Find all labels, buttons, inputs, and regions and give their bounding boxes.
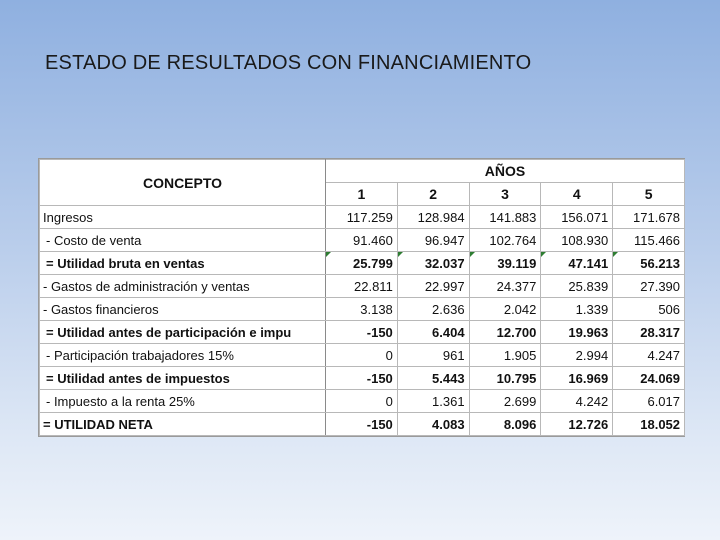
concept-header: CONCEPTO	[40, 160, 326, 206]
year-header-5: 5	[613, 183, 685, 206]
cell-value: 4.242	[541, 390, 613, 413]
row-label: = Utilidad antes de impuestos	[40, 367, 326, 390]
cell-value: 2.994	[541, 344, 613, 367]
cell-value: 39.119	[469, 252, 541, 275]
cell-value: -150	[326, 321, 398, 344]
cell-value: 4.247	[613, 344, 685, 367]
slide-title: ESTADO DE RESULTADOS CON FINANCIAMIENTO	[45, 52, 532, 74]
cell-value: 19.963	[541, 321, 613, 344]
row-label: = Utilidad antes de participación e impu	[40, 321, 326, 344]
year-header-1: 1	[326, 183, 398, 206]
cell-value: 108.930	[541, 229, 613, 252]
cell-value: 27.390	[613, 275, 685, 298]
cell-value: 10.795	[469, 367, 541, 390]
cell-value: 12.726	[541, 413, 613, 436]
row-label: - Gastos de administración y ventas	[40, 275, 326, 298]
cell-value: 3.138	[326, 298, 398, 321]
cell-value: 25.839	[541, 275, 613, 298]
row-gastos-admin	[40, 275, 685, 298]
cell-value: 16.969	[541, 367, 613, 390]
cell-value: 91.460	[326, 229, 398, 252]
income-table	[39, 159, 685, 436]
cell-value: 115.466	[613, 229, 685, 252]
row-costo-venta	[40, 229, 685, 252]
cell-value: 8.096	[469, 413, 541, 436]
year-header-4: 4	[541, 183, 613, 206]
cell-value: 2.042	[469, 298, 541, 321]
year-header-2: 2	[397, 183, 469, 206]
cell-value: 506	[613, 298, 685, 321]
row-label: - Participación trabajadores 15%	[40, 344, 326, 367]
row-utilidad-antes-participacion	[40, 321, 685, 344]
cell-value: -150	[326, 367, 398, 390]
cell-value: 24.069	[613, 367, 685, 390]
cell-value: 2.636	[397, 298, 469, 321]
cell-value: 0	[326, 390, 398, 413]
cell-value: 4.083	[397, 413, 469, 436]
cell-value: 117.259	[326, 206, 398, 229]
cell-value: 171.678	[613, 206, 685, 229]
cell-value: 156.071	[541, 206, 613, 229]
cell-value: 0	[326, 344, 398, 367]
row-label: - Gastos financieros	[40, 298, 326, 321]
row-utilidad-antes-impuestos	[40, 367, 685, 390]
cell-value: 56.213	[613, 252, 685, 275]
cell-value: 22.811	[326, 275, 398, 298]
row-gastos-financieros	[40, 298, 685, 321]
cell-value: 28.317	[613, 321, 685, 344]
row-label: - Impuesto a la renta 25%	[40, 390, 326, 413]
year-header-3: 3	[469, 183, 541, 206]
cell-value: 25.799	[326, 252, 398, 275]
cell-value: 1.905	[469, 344, 541, 367]
row-utilidad-neta	[40, 413, 685, 436]
cell-value: 12.700	[469, 321, 541, 344]
row-impuesto-renta	[40, 390, 685, 413]
row-label: - Costo de venta	[40, 229, 326, 252]
row-label: = Utilidad bruta en ventas	[40, 252, 326, 275]
row-ingresos	[40, 206, 685, 229]
row-utilidad-bruta	[40, 252, 685, 275]
cell-value: 6.017	[613, 390, 685, 413]
cell-value: 1.339	[541, 298, 613, 321]
cell-value: 22.997	[397, 275, 469, 298]
cell-value: 6.404	[397, 321, 469, 344]
row-participacion-trabajadores	[40, 344, 685, 367]
cell-value: 18.052	[613, 413, 685, 436]
cell-value: 96.947	[397, 229, 469, 252]
cell-value: 141.883	[469, 206, 541, 229]
cell-value: 961	[397, 344, 469, 367]
years-header: AÑOS	[326, 160, 685, 183]
income-statement-table	[38, 158, 685, 437]
cell-value: 5.443	[397, 367, 469, 390]
cell-value: 102.764	[469, 229, 541, 252]
cell-value: -150	[326, 413, 398, 436]
cell-value: 24.377	[469, 275, 541, 298]
row-label: = UTILIDAD NETA	[40, 413, 326, 436]
cell-value: 32.037	[397, 252, 469, 275]
row-label: Ingresos	[40, 206, 326, 229]
cell-value: 47.141	[541, 252, 613, 275]
cell-value: 1.361	[397, 390, 469, 413]
cell-value: 2.699	[469, 390, 541, 413]
cell-value: 128.984	[397, 206, 469, 229]
